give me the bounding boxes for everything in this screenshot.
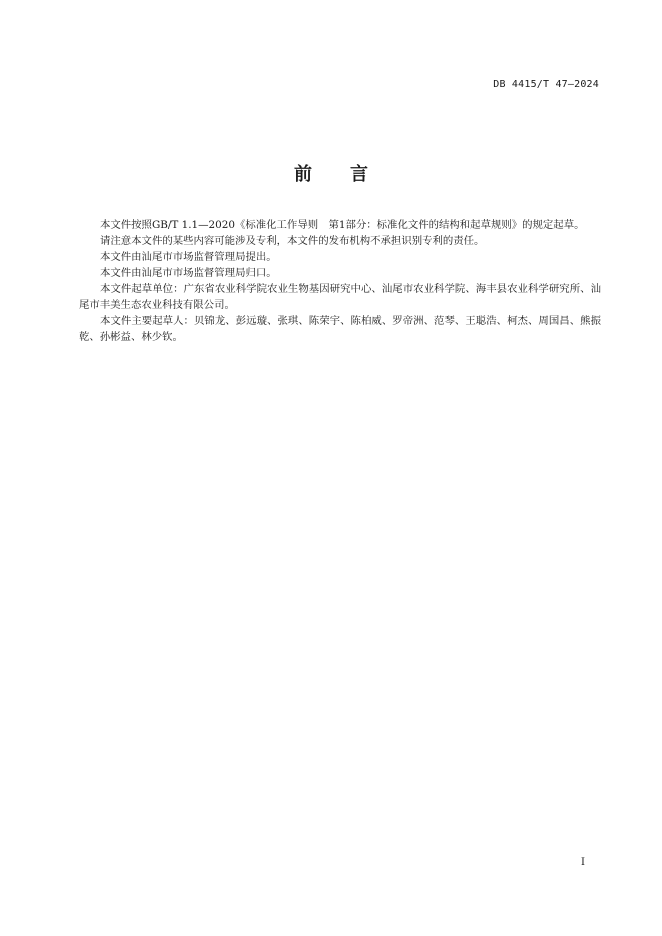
paragraph-proposer: 本文件由汕尾市市场监督管理局提出。 (100, 251, 277, 263)
page-title (0, 160, 662, 186)
paragraph-drafters: 本文件主要起草人：贝锦龙、彭远璇、张琪、陈荣宇、陈柏威、罗帝洲、范琴、王聪浩、柯杰、周国昌、熊振乾、孙彬益、林少钦。 (79, 315, 601, 343)
foreword-body (79, 217, 601, 345)
paragraph-patent-notice: 请注意本文件的某些内容可能涉及专利，本文件的发布机构不承担识别专利的责任。 (100, 235, 485, 247)
paragraph-administrator: 本文件由汕尾市市场监督管理局归口。 (100, 267, 277, 279)
title-char-1: 前 (294, 164, 312, 185)
title-char-2: 言 (350, 164, 368, 185)
page-number: I (581, 857, 585, 868)
document-code: DB 4415/T 47—2024 (493, 79, 599, 90)
paragraph-standard-basis: 本文件按照GB/T 1.1—2020《标准化工作导则 第1部分：标准化文件的结构和起草规则》的规定起草。 (100, 219, 585, 231)
paragraph-drafting-units: 本文件起草单位：广东省农业科学院农业生物基因研究中心、汕尾市农业科学院、海丰县农业科学研究所、汕尾市丰美生态农业科技有限公司。 (79, 283, 601, 311)
